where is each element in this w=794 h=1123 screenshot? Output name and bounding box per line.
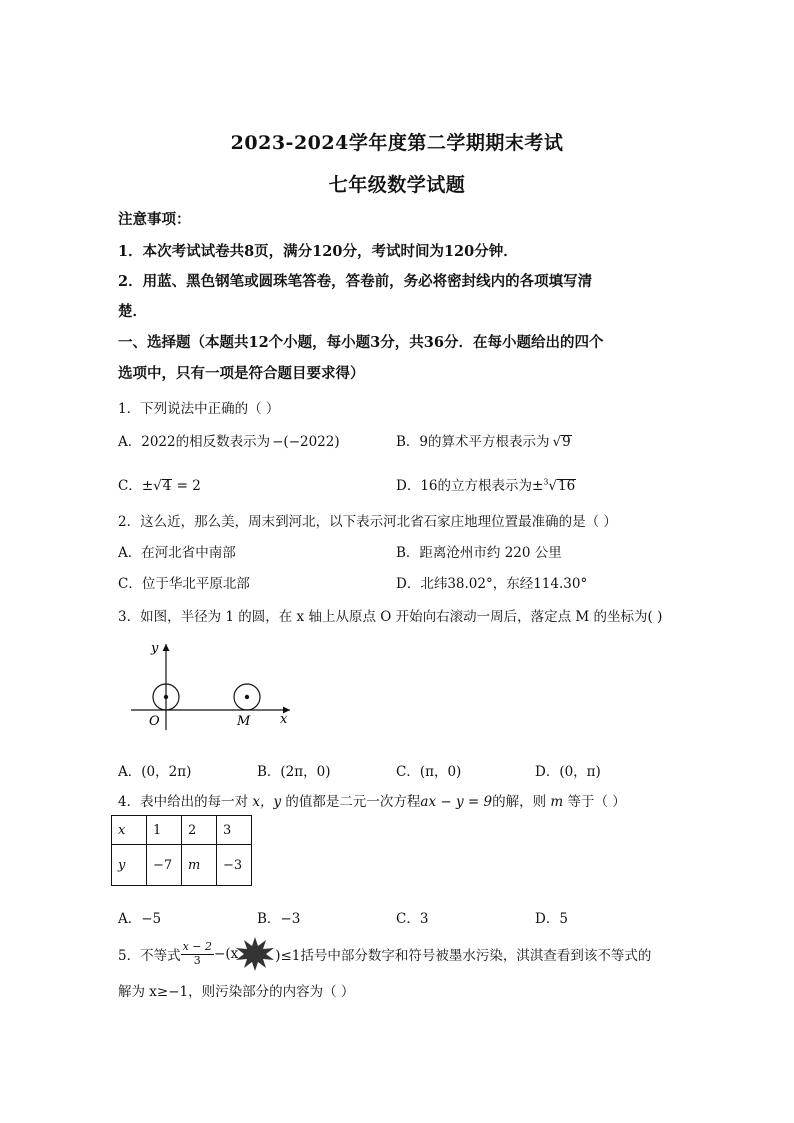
q2-option-b: B．距离沧州市约 220 公里	[396, 545, 562, 561]
question-5-stem: 5．不等式 $\frac{x - 2}{3}$ −(x )≤1括号中部分数字和符号被墨水污染，淇淇查看到该不等式的	[118, 936, 651, 972]
exam-title: 2023-2024学年度第二学期期末考试	[230, 132, 564, 154]
table-cell: x	[112, 816, 147, 845]
q3-option-a: A．(0，2π)	[118, 764, 192, 780]
q4-equation: ax − y = 9	[420, 794, 493, 810]
q2-option-c: C．位于华北平原北部	[118, 576, 250, 592]
q1-a-math: −(−2022)	[272, 434, 340, 450]
notes-item-2-cont: 楚．	[118, 303, 147, 320]
q4-option-d: D．5	[535, 911, 568, 927]
q1-b-radicand: 9	[562, 434, 571, 450]
q1-option-a: A．2022的相反数表示为 −(−2022)	[118, 434, 340, 450]
q4-option-c: C．3	[396, 911, 429, 927]
notes-heading: 注意事项：	[118, 211, 191, 228]
question-5-stem-cont: 解为 x≥−1，则污染部分的内容为（ ）	[118, 984, 355, 1000]
table-cell: 2	[182, 816, 217, 845]
q3-option-d: D．(0，π)	[535, 764, 601, 780]
x-axis-label: x	[280, 712, 288, 727]
origin-label: O	[149, 714, 160, 729]
q1-option-c: C．±√4 = 2	[118, 478, 201, 494]
section-heading-cont: 选项中，只有一项是符合题目要求得）	[118, 365, 365, 382]
q4-option-a: A．−5	[118, 911, 162, 927]
table-cell: 1	[147, 816, 182, 845]
circle-center-dot	[164, 695, 168, 699]
ink-blot-icon	[235, 936, 275, 972]
table-cell: m	[182, 845, 217, 886]
q5-fraction: $\frac{x - 2}{3}$	[182, 939, 213, 967]
section-heading: 一、选择题（本题共12个小题，每小题3分，共36分．在每小题给出的四个	[118, 334, 604, 351]
exam-subtitle: 七年级数学试题	[328, 174, 466, 196]
notes-item-2: 2．用蓝、黑色钢笔或圆珠笔答卷，答卷前，务必将密封线内的各项填写清	[118, 273, 593, 290]
q1-option-d: D．16的立方根表示为±$^3$√16	[396, 477, 576, 494]
q2-option-a: A．在河北省中南部	[118, 545, 236, 561]
y-axis-label: y	[151, 641, 159, 656]
q3-figure	[125, 638, 300, 730]
table-cell: −7	[147, 845, 182, 886]
table-cell: 3	[217, 816, 252, 845]
q3-option-c: C．(π，0)	[396, 764, 462, 780]
q1-option-b: B．9的算术平方根表示为 √9	[396, 434, 571, 450]
notes-item-1: 1．本次考试试卷共8页，满分120分，考试时间为120分钟．	[118, 243, 518, 260]
q3-option-b: B．(2π，0)	[257, 764, 331, 780]
question-3-stem: 3．如图，半径为 1 的圆，在 x 轴上从原点 O 开始向右滚动一周后，落定点 M 的坐标为( )	[118, 609, 663, 625]
q4-value-table	[111, 815, 252, 886]
question-1-stem: 1．下列说法中正确的（ ）	[118, 401, 280, 417]
table-cell: −3	[217, 845, 252, 886]
question-2-stem: 2．这么近，那么美，周末到河北，以下表示河北省石家庄地理位置最准确的是（ ）	[118, 514, 617, 530]
q2-option-d: D．北纬38.02°，东经114.30°	[396, 576, 588, 592]
circle-rolled-center-dot	[245, 695, 249, 699]
table-cell: y	[112, 845, 147, 886]
q4-option-b: B．−3	[257, 911, 301, 927]
question-4-stem: 4．表中给出的每一对 x，y 的值都是二元一次方程ax − y = 9的解，则 m 等于（ ）	[118, 794, 626, 810]
point-m-label: M	[237, 714, 251, 729]
